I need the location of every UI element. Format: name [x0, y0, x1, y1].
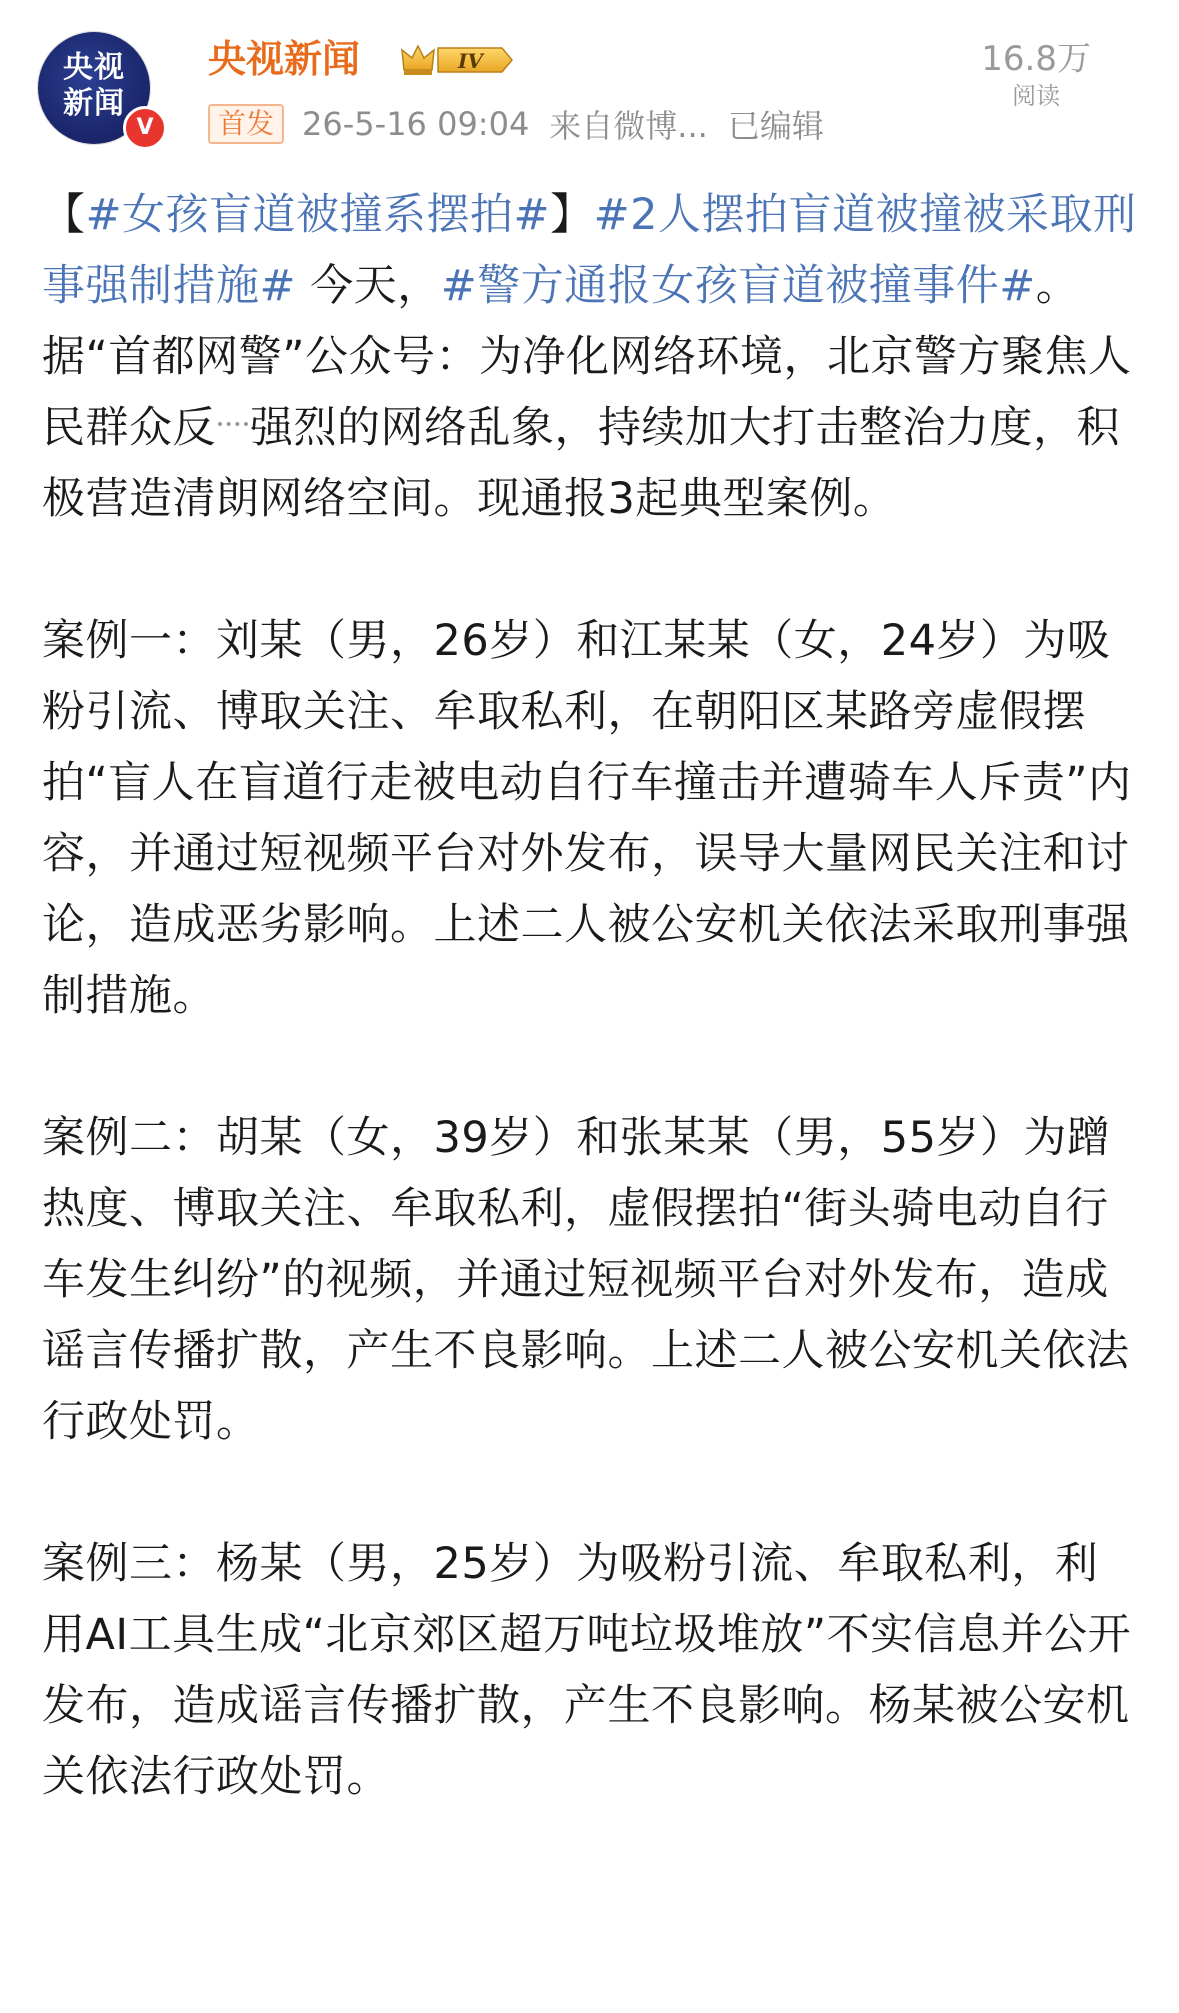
- post-timestamp: 26-5-16 09:04: [302, 105, 530, 143]
- topic-link-1[interactable]: #女孩盲道被撞系摆拍#: [85, 190, 551, 240]
- post-source[interactable]: 来自微博...: [549, 107, 708, 145]
- read-count-box: [981, 38, 1091, 112]
- bracket-close: 】: [550, 190, 594, 240]
- post-body: [42, 180, 1137, 1813]
- intro-text-a: 。据“首都网警”公众号：为净化网络环境，北京警方聚焦人民群众反: [42, 261, 1132, 453]
- case-three-paragraph: 案例三：杨某（男，25岁）为吸粉引流、牟取私利，利用AI工具生成“北京郊区超万吨垃圾堆放”不实信息并公开发布，造成谣言传播扩散，产生不良影响。杨某被公安机关依法行政处罚。: [42, 1539, 1132, 1802]
- topic-link-2[interactable]: #2人摆拍盲道被撞被采取刑事强制措施#: [42, 190, 1137, 311]
- vip-level-label: IV: [458, 49, 483, 73]
- first-release-tag: 首发: [208, 104, 284, 144]
- post-meta-row: [208, 100, 824, 148]
- case-two-paragraph: 案例二：胡某（女，39岁）和张某某（男，55岁）为蹭热度、博取关注、牟取私利，虚假摆拍“街头骑电动自行车发生纠纷”的视频，并通过短视频平台对外发布，造成谣言传播扩散，产生不良影响。上述二人被公安机关依法行政处罚。: [42, 1113, 1130, 1447]
- post-header: [0, 0, 1179, 170]
- obscured-glyph-mark: [218, 422, 248, 432]
- read-count: 16.8万: [981, 39, 1091, 79]
- intro-text-b: 强烈的网络乱象，持续加大打击整治力度，积极营造清朗网络空间。现通报3起典型案例。: [42, 403, 1120, 524]
- edited-label[interactable]: 已编辑: [727, 107, 824, 145]
- topic-link-3[interactable]: #警方通报女孩盲道被撞事件#: [440, 261, 1036, 311]
- intro-text-today: 今天，: [296, 261, 441, 311]
- case-one-paragraph: 案例一：刘某（男，26岁）和江某某（女，24岁）为吸粉引流、博取关注、牟取私利，在朝阳区某路旁虚假摆拍“盲人在盲道行走被电动自行车撞击并遭骑车人斥责”内容，并通过短视频平台对外发布，误导大量网民关注和讨论，造成恶劣影响。上述二人被公安机关依法采取刑事强制措施。: [42, 616, 1132, 1021]
- avatar-logo-text: 央视 新闻: [63, 50, 125, 121]
- bracket-open: 【: [42, 190, 86, 240]
- account-name[interactable]: 央视新闻: [208, 37, 361, 81]
- vip-level-badge-icon[interactable]: [398, 40, 518, 80]
- post-intro-paragraph: [42, 180, 1137, 535]
- verified-badge-icon: V: [123, 106, 167, 150]
- read-label: 阅读: [1012, 82, 1061, 110]
